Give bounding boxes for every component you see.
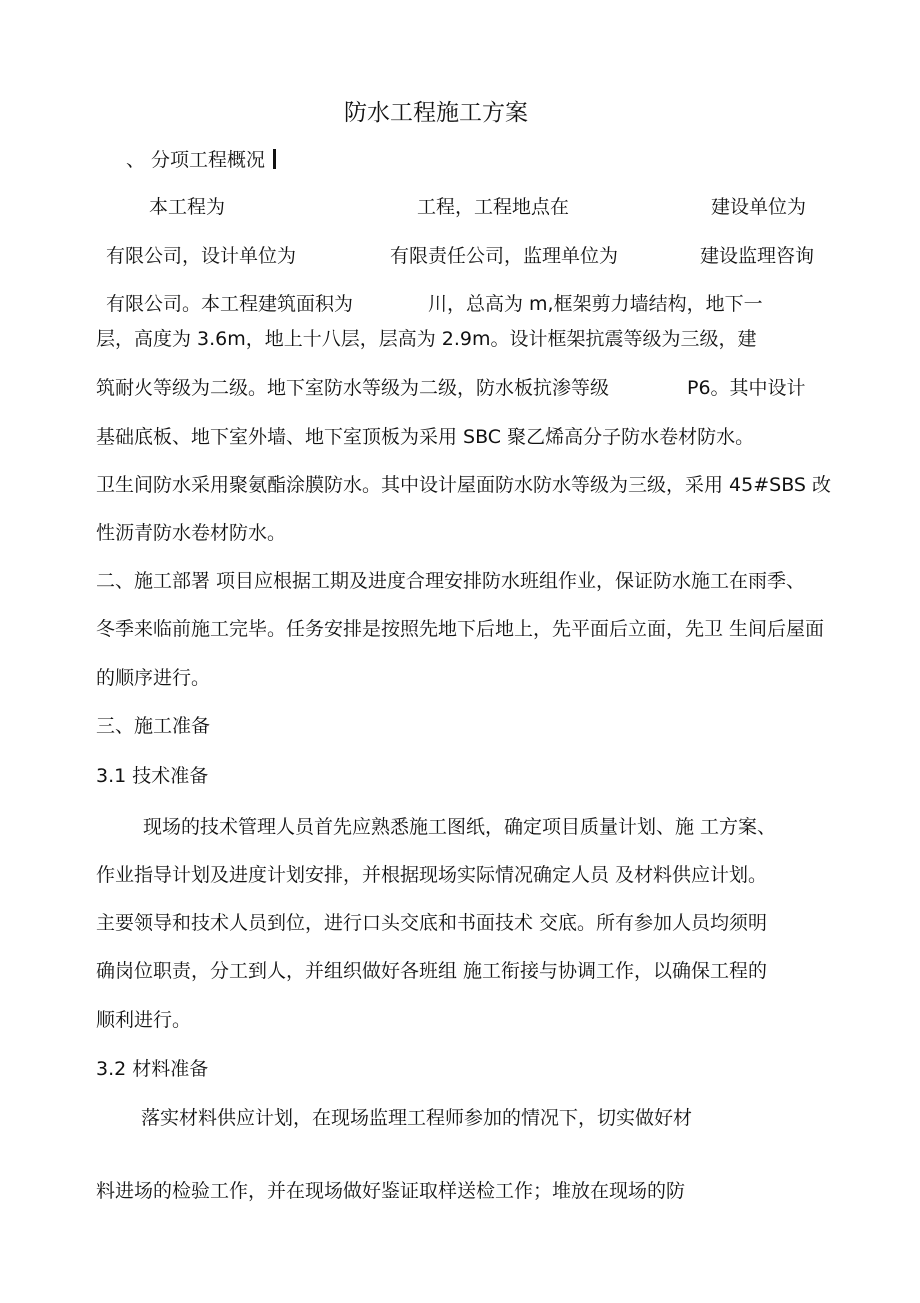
- section-heading-text: 、 分项工程概况: [126, 149, 266, 171]
- text-line: 本工程为: [149, 196, 226, 218]
- text-line: 的顺序进行。: [96, 667, 211, 689]
- text-line: 有限责任公司，监理单位为: [390, 245, 619, 267]
- text-line: 卫生间防水采用聚氨酯涂膜防水。其中设计屋面防水防水等级为三级，采用 45#SBS 改: [96, 474, 831, 496]
- text-line: 层，高度为 3.6m，地上十八层，层高为 2.9m。设计框架抗震等级为三级，建: [96, 328, 757, 350]
- text-line: 有限公司。本工程建筑面积为: [106, 293, 354, 315]
- text-cursor-icon: [273, 149, 276, 169]
- text-line: P6。其中设计: [687, 377, 806, 399]
- section-heading-deployment: 二、施工部署 项目应根据工期及进度合理安排防水班组作业，保证防水施工在雨季、: [96, 570, 806, 592]
- text-line: 建设单位为: [711, 196, 807, 218]
- document-title: 防水工程施工方案: [344, 100, 528, 126]
- text-line: 冬季来临前施工完毕。任务安排是按照先地下后地上，先平面后立面，先卫 生间后屋面: [96, 618, 825, 640]
- text-line: 性沥青防水卷材防水。: [96, 522, 287, 544]
- section-heading-preparation: 三、施工准备: [96, 715, 211, 737]
- text-line: 建设监理咨询: [700, 245, 815, 267]
- text-line: 主要领导和技术人员到位，进行口头交底和书面技术 交底。所有参加人员均须明: [96, 912, 768, 934]
- subsection-heading-materials: 3.2 材料准备: [96, 1058, 209, 1080]
- subsection-heading-technical: 3.1 技术准备: [96, 765, 209, 787]
- text-line: 筑耐火等级为二级。地下室防水等级为二级，防水板抗渗等级: [96, 377, 610, 399]
- text-line: 顺利进行。: [96, 1009, 192, 1031]
- text-line: 作业指导计划及进度计划安排，并根据现场实际情况确定人员 及材料供应计划。: [96, 864, 768, 886]
- text-line: 确岗位职责，分工到人，并组织做好各班组 施工衔接与协调工作，以确保工程的: [96, 960, 768, 982]
- section-heading-overview: [126, 148, 276, 172]
- text-line: 落实材料供应计划，在现场监理工程师参加的情况下，切实做好材: [141, 1107, 693, 1129]
- text-line: 川，总高为 m,框架剪力墙结构，地下一: [428, 293, 763, 315]
- text-line: 有限公司，设计单位为: [106, 245, 297, 267]
- text-line: 现场的技术管理人员首先应熟悉施工图纸，确定项目质量计划、施 工方案、: [143, 816, 777, 838]
- text-line: 基础底板、地下室外墙、地下室顶板为采用 SBC 聚乙烯高分子防水卷材防水。: [96, 426, 755, 448]
- text-line: 料进场的检验工作，并在现场做好鉴证取样送检工作；堆放在现场的防: [96, 1180, 686, 1202]
- text-line: 工程，工程地点在: [417, 196, 570, 218]
